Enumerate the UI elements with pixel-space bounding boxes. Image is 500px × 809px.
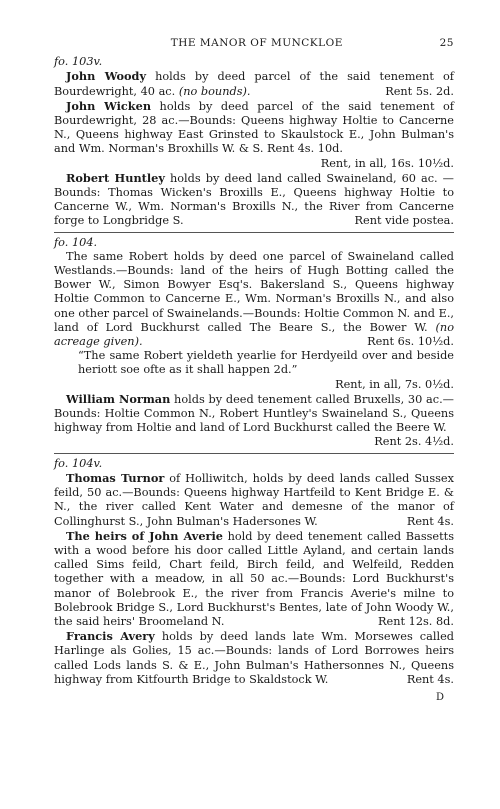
tenant-name: John Woody [66, 69, 147, 84]
holding-entry [54, 529, 454, 629]
folio-reference: fo. 104. [54, 235, 98, 249]
page-header [54, 36, 454, 50]
rent-value: Rent, in all, 16s. 10½d. [320, 156, 454, 170]
document-body [54, 55, 454, 687]
section-divider [54, 453, 454, 454]
document-page [54, 36, 454, 705]
holding-entry [54, 69, 454, 98]
rent-total: Rent, in all, 7s. 0½d. [335, 377, 454, 391]
holding-entry [54, 250, 454, 349]
entry-text: holds by deed lands late Wm. Morsewes called Harlinge als Golies, 15 ac.—Bounds: lands of Lord Borrowes heirs called Lods lands S. & E., John Bulman's Hathersonnes N., Queens highway from Kitfourth Bridge to Skaldstock W. [54, 630, 454, 686]
tenant-name: William Norman [66, 391, 171, 406]
tenant-name: Thomas Turnor [66, 470, 165, 485]
holding-entry [54, 629, 454, 687]
entry-text: holds by deed parcel of the said tenement of Bourdewright, 40 ac. [54, 70, 454, 98]
rent-value: Rent 4s. [406, 672, 454, 686]
holding-entry [54, 471, 454, 529]
entry-text: holds by deed parcel of the said tenement of Bourdewright, 28 ac.—Bounds: Queens highway Holtie to Cancerne N., Queens highway East Grinsted to Skaulstock E., John Bulman's and Wm. Norman's Broxhills W. & S. Rent 4s. 10d. [54, 99, 454, 156]
rent-value: Rent 2s. 4½d. [374, 435, 454, 449]
entry-text: of Holliwitch, holds by deed lands called Sussex feild, 50 ac.—Bounds: Queens highway Hartfeild to Kent Bridge E. & N., the river called Kent Water and demesne of the manor of Collinghurst S., John Bulman's Hadersones W. [54, 471, 454, 528]
running-title: THE MANOR OF MUNCKLOE [170, 37, 343, 49]
page-number: 25 [439, 37, 454, 49]
rent-value: Rent vide postea. [354, 214, 454, 228]
entry-text: The same Robert holds by deed one parcel of Swaineland called Westlands.—Bounds: land of the heirs of Hugh Botting called the Bower W., Simon Bowyer Esq's. Bakersland S., Queens highway Holtie Common to Cancerne E., Wm. Norman's Broxills N., and also one other parcel of Swainelands.—Bounds: Holtie Common N. and E., land of Lord Buckhurst called The Beare S., the Bower W. [54, 249, 454, 334]
signature-mark: D [435, 691, 444, 703]
holding-entry [54, 392, 454, 450]
tenant-name: John Wicken [66, 98, 152, 113]
folio-reference: fo. 103v. [54, 55, 103, 69]
rent-value: Rent 5s. 2d. [385, 84, 454, 98]
tenant-name: Francis Avery [66, 629, 155, 644]
rent-value: Rent 12s. 8d. [378, 614, 454, 628]
holding-entry [54, 99, 454, 171]
folio-reference: fo. 104v. [54, 456, 103, 470]
section-divider [54, 232, 454, 233]
entry-text: holds by deed tenement called Bruxells, 30 ac.—Bounds: Holtie Common N., Robert Huntley's Swaineland S., Queens highway from Holtie and land of Lord Buckhurst called the Beere W. [54, 392, 454, 435]
rent-value: Rent 6s. 10½d. [367, 335, 454, 349]
tenant-name: Robert Huntley [66, 170, 165, 185]
entry-text: hold by deed tenement called Bassetts with a wood before his door called Little Ayland, and certain lands called Sims feild, Chart feild, Birch feild, and Welfeild, Redden together with a meadow, in all 50 ac.—Bounds: Lord Buckhurst's manor of Bolebrook E., the river from Francis Averie's milne to Bolebrook Bridge S., Lord Buckhurst's Bentes, late of John Woody W., the said heirs' Broomeland N. [54, 529, 454, 628]
entry-note: (no bounds). [178, 84, 251, 98]
tenant-name: The heirs of John Averie [66, 528, 223, 543]
quoted-text: “The same Robert yieldeth yearlie for Herdyeild over and beside heriott soe ofte as it shall happen 2d.” [78, 349, 454, 377]
entry-note: (no acreage given). [54, 320, 454, 349]
entry-text: holds by deed land called Swaineland, 60 ac. —Bounds: Thomas Wicken's Broxills E., Queens highway Holtie to Cancerne W., Wm. Norman's Broxills N., the River from Cancerne forge to Longbridge S. [54, 171, 454, 228]
holding-entry [54, 171, 454, 229]
rent-value: Rent 4s. [406, 514, 454, 528]
